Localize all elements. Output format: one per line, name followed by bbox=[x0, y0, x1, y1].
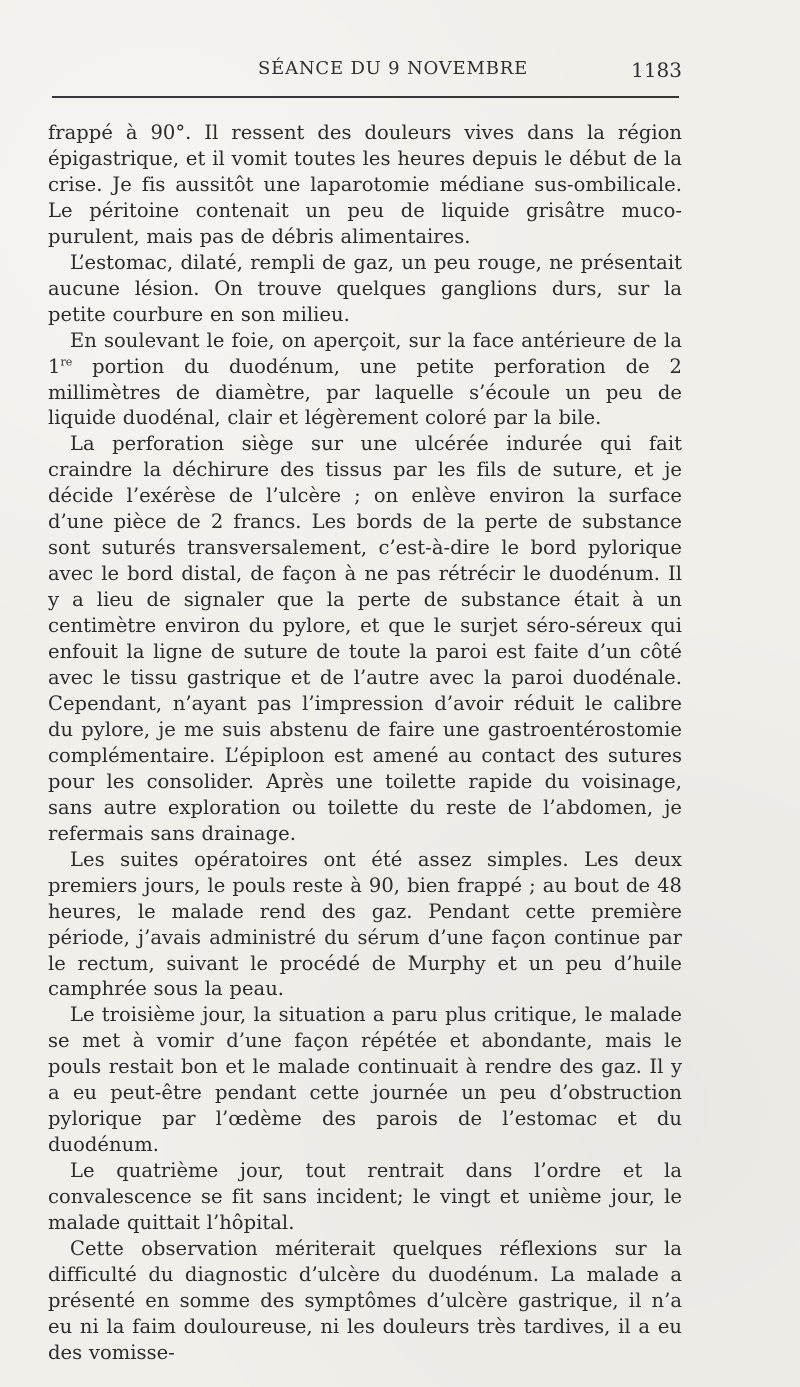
paragraph-3 bbox=[48, 328, 682, 432]
paragraph-1: frappé à 90°. Il ressent des douleurs vives dans la région épigastrique, et il vomit toutes les heures depuis le début de la crise. Je fis aussitôt une laparotomie médiane sus-ombilicale. Le péritoine contenait un peu de liquide grisâtre muco-purulent, mais pas de débris alimentaires. bbox=[48, 121, 682, 248]
page-header bbox=[0, 58, 800, 84]
paragraph-2: L’estomac, dilaté, rempli de gaz, un peu rouge, ne présentait aucune lésion. On trouve quelques ganglions durs, sur la petite courbure en son milieu. bbox=[48, 250, 682, 326]
paragraph-8: Cette observation mériterait quelques réflexions sur la difficulté du diagnostic d’ulcère du duodénum. La malade a présenté en somme des symptômes d’ulcère gastrique, il n’a eu ni la faim douloureuse, ni les douleurs très tardives, il a eu des vomisse- bbox=[48, 1236, 682, 1364]
paragraph-3-text-after-ordinal: portion du duodénum, une petite perforation de 2 millimètres de diamètre, par laquelle s’écoule un peu de liquide duodénal, clair et légèrement coloré par la bile. bbox=[48, 354, 682, 430]
paragraph-6: Le troisième jour, la situation a paru plus critique, le malade se met à vomir d’une façon répétée et abondante, mais le pouls restait bon et le malade continuait à rendre des gaz. Il y a eu peut-être pendant cette journée un peu d’obstruction pylorique par l’œdème des parois de l’estomac et du duodénum. bbox=[48, 1003, 682, 1157]
paragraph-5: Les suites opératoires ont été assez simples. Les deux premiers jours, le pouls reste à 90, bien frappé ; au bout de 48 heures, le malade rend des gaz. Pendant cette première période, j’avais administré du sérum d’une façon continue par le rectum, suivant le procédé de Murphy et un peu d’huile camphrée sous la peau. bbox=[48, 847, 682, 1001]
ordinal-superscript: re bbox=[60, 355, 73, 369]
paragraph-3-text-before-ordinal: En soulevant le foie, on aperçoit, sur la face antérieure de la 1 bbox=[48, 328, 682, 378]
running-head: SÉANCE DU 9 NOVEMBRE bbox=[258, 58, 529, 79]
header-rule bbox=[52, 96, 679, 98]
paragraph-7: Le quatrième jour, tout rentrait dans l’ordre et la convalescence se fit sans incident; le vingt et unième jour, le malade quittait l’hôpital. bbox=[48, 1159, 682, 1235]
page-number: 1183 bbox=[631, 58, 682, 82]
paragraph-4: La perforation siège sur une ulcérée indurée qui fait craindre la déchirure des tissus par les fils de suture, et je décide l’exérèse de l’ulcère ; on enlève environ la surface d’une pièce de 2 francs. Les bords de la perte de substance sont suturés transversalement, c’est-à-dire le bord pylorique avec le bord distal, de façon à ne pas rétrécir le duodénum. Il y a lieu de signaler que la perte de substance était à un centimètre environ du pylore, et que le surjet séro-séreux qui enfouit la ligne de suture de toute la paroi est faite d’un côté avec le tissu gastrique et de l’autre avec la paroi duodénale. Cependant, n’ayant pas l’impression d’avoir réduit le calibre du pylore, je me suis abstenu de faire une gastroentérostomie complémentaire. L’épiploon est amené au contact des sutures pour les consolider. Après une toilette rapide du voisinage, sans autre exploration ou toilette du reste de l’abdomen, je refermais sans drainage. bbox=[48, 432, 682, 845]
body-text bbox=[48, 120, 682, 1366]
